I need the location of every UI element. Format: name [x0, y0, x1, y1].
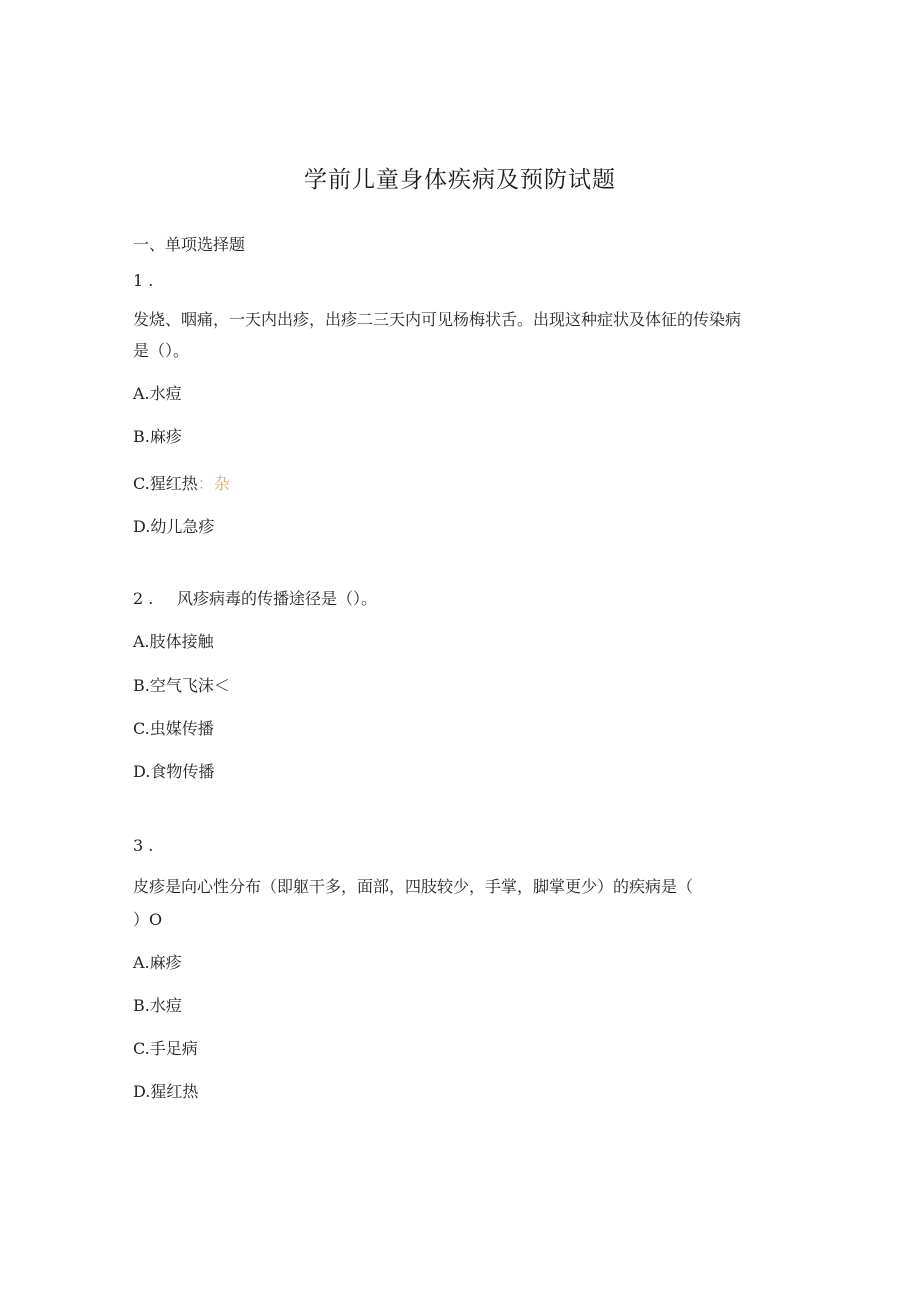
- option-b: B.空气飞沫＜: [133, 676, 230, 695]
- option-c: C.虫媒传播: [133, 719, 214, 738]
- option-d: D.幼儿急疹: [133, 517, 215, 536]
- question-number: 1 .: [133, 271, 154, 290]
- option-c-mark: ：杂: [197, 474, 230, 493]
- question-stem: 风疹病毒的传播途径是（）。: [177, 589, 378, 608]
- option-d: D.猩红热: [133, 1082, 199, 1101]
- question-stem-line: 是（）。: [133, 341, 190, 360]
- question-stem-line: ）O: [133, 910, 163, 929]
- option-c-label: C.猩红热: [133, 474, 198, 493]
- section-heading: 一、单项选择题: [133, 235, 246, 254]
- option-c: C.手足病: [133, 1039, 198, 1058]
- option-a: A.水痘: [133, 384, 182, 403]
- option-b: B.麻疹: [133, 427, 182, 446]
- option-d: D.食物传播: [133, 762, 215, 781]
- option-a: A.麻疹: [133, 953, 182, 972]
- option-b: B.水痘: [133, 996, 182, 1015]
- page-title: 学前儿童身体疾病及预防试题: [304, 167, 616, 193]
- option-a: A.肢体接触: [133, 632, 214, 651]
- option-c: [133, 474, 230, 494]
- question-stem-line: 发烧、咽痛，一天内出疹，出疹二三天内可见杨梅状舌。出现这种症状及体征的传染病: [133, 310, 742, 329]
- question-stem-line: 皮疹是向心性分布（即躯干多，面部，四肢较少，手掌，脚掌更少）的疾病是（: [133, 877, 694, 896]
- question-number: 3 .: [133, 836, 154, 855]
- question-number: 2 .: [133, 589, 154, 608]
